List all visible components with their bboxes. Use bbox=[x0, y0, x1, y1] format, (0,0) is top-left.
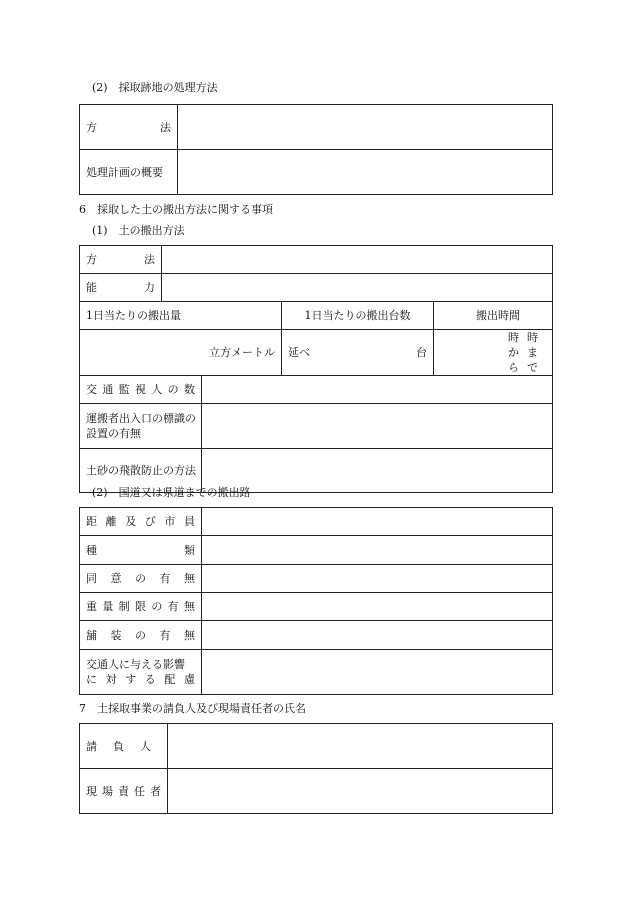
entrance-sign-value[interactable] bbox=[202, 404, 553, 449]
time-from-label: 時から bbox=[508, 331, 519, 374]
table-row bbox=[80, 650, 553, 695]
weight-limit-value[interactable] bbox=[202, 593, 553, 621]
transport-time-value[interactable] bbox=[434, 330, 553, 376]
total-label: 延べ bbox=[288, 346, 310, 359]
road-type-value[interactable] bbox=[202, 536, 553, 565]
entrance-sign-label: 運搬者出入口の標識の設置の有無 bbox=[80, 404, 202, 449]
traffic-monitor-value[interactable] bbox=[202, 376, 553, 404]
table-row bbox=[80, 536, 553, 565]
capacity-label: 能 力 bbox=[80, 274, 162, 302]
method-label: 方 法 bbox=[80, 105, 178, 150]
table-row bbox=[80, 404, 553, 449]
table-row bbox=[80, 105, 553, 150]
dust-prevention-value[interactable] bbox=[202, 449, 553, 493]
pavement-value[interactable] bbox=[202, 621, 553, 650]
pavement-label: 舗 装 の 有 無 bbox=[80, 621, 202, 650]
traffic-monitor-label: 交 通 監 視 人 の 数 bbox=[80, 376, 202, 404]
table-row bbox=[80, 724, 553, 769]
method-value[interactable] bbox=[178, 105, 553, 150]
site-manager-value[interactable] bbox=[168, 769, 553, 814]
contractor-table bbox=[79, 723, 553, 814]
transport-time-header: 搬 出 時 間 bbox=[434, 302, 553, 330]
section-7-heading: 7 土採取事業の請負人及び現場責任者の氏名 bbox=[79, 702, 306, 715]
site-manager-label: 現 場 責 任 者 bbox=[80, 769, 168, 814]
section-6-2-heading: (2) 国道又は県道までの搬出路 bbox=[92, 486, 251, 499]
dust-prevention-label: 土砂の飛散防止の方法 bbox=[80, 449, 202, 493]
section-6-heading: 6 採取した土の搬出方法に関する事項 bbox=[79, 203, 273, 216]
section-5-2-heading: (2) 採取跡地の処理方法 bbox=[92, 81, 218, 94]
road-type-label: 種 類 bbox=[80, 536, 202, 565]
plan-summary-label: 処理計画の概要 bbox=[80, 150, 178, 195]
table-row bbox=[80, 593, 553, 621]
time-to-label: 時まで bbox=[527, 331, 538, 374]
table-row bbox=[80, 302, 553, 330]
cubic-meter-unit: 立方メートル bbox=[209, 346, 275, 359]
table-row bbox=[80, 330, 553, 376]
table-row bbox=[80, 769, 553, 814]
transport-method-value[interactable] bbox=[162, 246, 553, 274]
daily-vehicles-header: 1日当たりの搬出台数 bbox=[282, 302, 434, 330]
consent-value[interactable] bbox=[202, 565, 553, 593]
transport-method-label: 方 法 bbox=[80, 246, 162, 274]
daily-vehicles-value[interactable] bbox=[282, 330, 434, 376]
traffic-impact-value[interactable] bbox=[202, 650, 553, 695]
traffic-impact-label: 交通人に与える影響 に 対 す る 配 慮 bbox=[80, 650, 202, 695]
table-row bbox=[80, 621, 553, 650]
soil-transport-table bbox=[79, 245, 553, 493]
daily-amount-value[interactable] bbox=[80, 330, 282, 376]
table-row bbox=[80, 274, 553, 302]
consent-label: 同 意 の 有 無 bbox=[80, 565, 202, 593]
distance-width-value[interactable] bbox=[202, 508, 553, 536]
route-table bbox=[79, 507, 553, 695]
table-row bbox=[80, 376, 553, 404]
distance-width-label: 距 離 及 び 市 員 bbox=[80, 508, 202, 536]
table-row bbox=[80, 150, 553, 195]
daily-amount-header: 1日当たりの搬出量 bbox=[80, 302, 282, 330]
section-6-1-heading: (1) 土の搬出方法 bbox=[92, 224, 185, 237]
contractor-label: 請 負 人 bbox=[80, 724, 168, 769]
plan-summary-value[interactable] bbox=[178, 150, 553, 195]
vehicle-unit: 台 bbox=[416, 346, 427, 359]
capacity-value[interactable] bbox=[162, 274, 553, 302]
table-row bbox=[80, 565, 553, 593]
disposal-table bbox=[79, 104, 553, 195]
weight-limit-label: 重 量 制 限 の 有 無 bbox=[80, 593, 202, 621]
table-row bbox=[80, 508, 553, 536]
contractor-value[interactable] bbox=[168, 724, 553, 769]
table-row bbox=[80, 246, 553, 274]
